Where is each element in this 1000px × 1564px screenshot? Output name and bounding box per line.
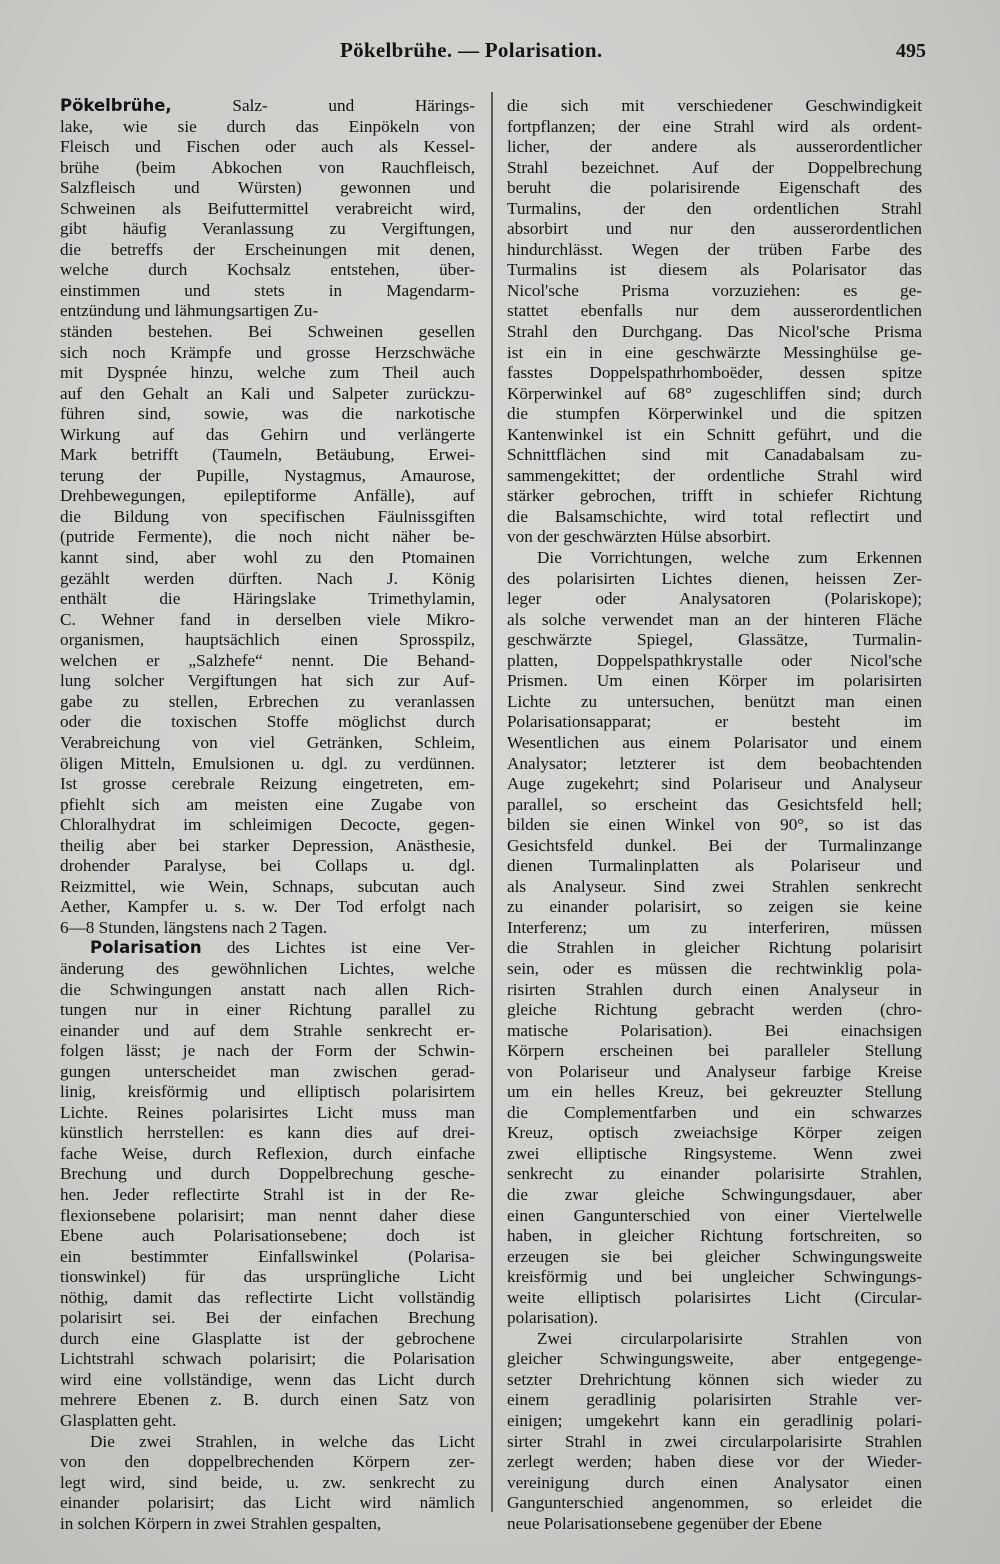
left-column-line: künstlich herrstellen: es kann dies auf drei- — [60, 1123, 475, 1143]
right-column-line: zerlegt werden; haben diese vor der Wieder- — [507, 1452, 922, 1472]
left-column-line: gabe zu stellen, Erbrechen zu veranlassen — [60, 691, 475, 711]
left-column-line: entzündung und lähmungsartigen Zu- — [60, 301, 319, 321]
right-column-line: Schnittflächen sind mit Canadabalsam zu- — [507, 445, 922, 465]
left-column-line: Drehbewegungen, epileptiforme Anfälle), auf — [60, 486, 475, 506]
left-column-line: Ebene auch Polarisationsebene; doch ist — [60, 1226, 475, 1246]
right-column-line: Kantenwinkel ist ein Schnitt geführt, und die — [507, 424, 922, 444]
left-column-line: welche durch Kochsalz entstehen, über- — [60, 260, 475, 280]
right-column-line: einigen; umgekehrt kann ein geradlinig polari- — [507, 1411, 922, 1430]
right-column-line: senkrecht zu einander polarisirte Strahlen, — [507, 1164, 922, 1184]
left-column-line: tionswinkel) für das ursprüngliche Licht — [60, 1267, 475, 1287]
left-column-line: tungen nur in einer Richtung parallel zu — [60, 1000, 475, 1020]
right-column-line: zwei elliptische Ringsysteme. Wenn zwei — [507, 1143, 922, 1163]
left-column-line: Salzfleisch und Würsten) gewonnen und — [60, 178, 475, 198]
left-column-line: C. Wehner fand in derselben viele Mikro- — [60, 609, 475, 629]
left-column-line: Pökelbrühe, Salz- und Härings- — [60, 96, 475, 115]
right-column-line: geschwärzte Spiegel, Glassätze, Turmalin- — [507, 630, 922, 650]
left-column-line: folgen lässt; je nach der Form der Schwin- — [60, 1041, 475, 1061]
right-column-line: die Balsamschichte, wird total reflectirt und — [507, 506, 922, 526]
right-column-line: platten, Doppelspathkrystalle oder Nicol'sche — [507, 650, 922, 670]
left-column-line: Lichtstrahl schwach polarisirt; die Polarisation — [60, 1349, 475, 1369]
right-column-line: Polarisationsapparat; er besteht im — [507, 712, 922, 732]
left-column-line: kannt sind, aber wohl zu den Ptomainen — [60, 548, 475, 568]
right-column-line: von der geschwärzten Hülse absorbirt. — [507, 527, 771, 547]
left-column-line: drohender Paralyse, bei Collaps u. dgl. — [60, 856, 475, 876]
left-column-line: die betreffs der Erscheinungen mit denen, — [60, 239, 475, 259]
left-column-line: oder die toxischen Stoffe möglichst durch — [60, 712, 475, 732]
right-column-line: parallel, so erscheint das Gesichtsfeld hell; — [507, 794, 922, 814]
right-column-line: Körperwinkel auf 68° zugeschliffen sind; durch — [507, 383, 922, 403]
right-column-line: beruht die polarisirende Eigenschaft des — [507, 178, 922, 198]
left-column-line: linig, kreisförmig und elliptisch polarisirtem — [60, 1082, 475, 1102]
header-title: Pökelbrühe. — Polarisation. — [340, 38, 603, 62]
right-column-line: polarisation). — [507, 1308, 599, 1328]
right-column-line: als solche verwendet man an der hinteren Fläche — [507, 609, 922, 629]
left-column-line: einstimmen und stets in Magendarm- — [60, 280, 475, 300]
left-column-line: führen sind, sowie, was die narkotische — [60, 404, 475, 424]
right-column-line: kreisförmig und bei ungleicher Schwingungs- — [507, 1267, 922, 1287]
left-column-line: enthält die Häringslake Trimethylamin, — [60, 589, 475, 609]
left-column-line: Polarisation des Lichtes ist eine Ver- — [90, 938, 475, 958]
right-column-line: Auge zugekehrt; sind Polariseur und Analyseur — [507, 774, 922, 794]
left-column-line: in solchen Körpern in zwei Strahlen gespalten, — [60, 1513, 382, 1533]
left-column-line: wird eine vollständige, wenn das Licht durch — [60, 1369, 475, 1389]
right-column-line: Turmalins ist diesem als Polarisator das — [507, 260, 922, 280]
right-column-line: Lichte zu untersuchen, benützt man einen — [507, 691, 922, 711]
left-column-line: terung der Pupille, Nystagmus, Amaurose, — [60, 465, 475, 485]
right-column-line: gleiche Richtung gebracht werden (chro- — [507, 1000, 922, 1020]
right-column-line: die zwar gleiche Schwingungsdauer, aber — [507, 1184, 922, 1204]
right-column-line: zu einander polarisirt, so zeigen sie keine — [507, 897, 922, 917]
left-column-line: Chloralhydrat im schleimigen Decocte, gegen- — [60, 815, 475, 835]
left-column-line: gibt häufig Veranlassung zu Vergiftungen, — [60, 219, 475, 239]
left-column-line: die Schwingungen anstatt nach allen Rich- — [60, 979, 475, 999]
left-column-line: lake, wie sie durch das Einpökeln von — [60, 116, 475, 136]
left-column-line: ein bestimmter Einfallswinkel (Polarisa- — [60, 1246, 475, 1266]
left-column-line: lung solcher Vergiftungen hat sich zur Auf- — [60, 671, 475, 691]
left-column — [60, 96, 475, 1534]
right-column-line: sein, oder es müssen die rechtwinklig pola- — [507, 958, 922, 978]
running-header — [0, 38, 1000, 72]
right-column-line: Zwei circularpolarisirte Strahlen von — [537, 1328, 922, 1348]
right-column-line: Wesentlichen aus einem Polarisator und einem — [507, 732, 922, 752]
left-column-line: ständen bestehen. Bei Schweinen gesellen — [60, 322, 475, 342]
right-column-line: Turmalins, der den ordentlichen Strahl — [507, 198, 922, 218]
left-column-line: legt wird, sind beide, u. zw. senkrecht zu — [60, 1472, 475, 1492]
right-column-line: Analysator; letzterer ist dem beobachtenden — [507, 753, 922, 773]
right-column-line: Strahl den Durchgang. Das Nicol'sche Prisma — [507, 322, 922, 342]
left-column-line: mit Dyspnée hinzu, welche zum Theil auch — [60, 363, 475, 383]
right-column-line: die stumpfen Körperwinkel und die spitzen — [507, 404, 922, 424]
right-column-line: die Strahlen in gleicher Richtung polarisirt — [507, 938, 922, 958]
left-column-line: Glasplatten geht. — [60, 1411, 177, 1430]
left-column-line: mehrere Ebenen z. B. durch einen Satz von — [60, 1390, 475, 1410]
page-number: 495 — [896, 40, 926, 62]
right-column-line: leger oder Analysatoren (Polariskope); — [507, 589, 922, 609]
right-column-line: absorbirt und nur den ausserordentlichen — [507, 219, 922, 239]
right-column — [507, 96, 922, 1534]
right-column-line: neue Polarisationsebene gegenüber der Ebene — [507, 1513, 822, 1533]
left-column-line: öligen Mitteln, Emulsionen u. dgl. zu verdünnen. — [60, 753, 475, 773]
right-column-line: Interferenz; um zu interferiren, müssen — [507, 917, 922, 937]
right-column-line: stärker gebrochen, trifft in schiefer Richtung — [507, 486, 922, 506]
left-column-line: hen. Jeder reflectirte Strahl ist in der Re- — [60, 1184, 475, 1204]
column-divider — [491, 92, 493, 1512]
right-column-line: einem geradlinig polarisirten Strahle ver- — [507, 1390, 922, 1410]
right-column-line: sirter Strahl in zwei circularpolarisirte Strahlen — [507, 1431, 922, 1451]
left-column-line: Brechung und durch Doppelbrechung gesche- — [60, 1164, 475, 1184]
left-column-line: auf den Gehalt an Kali und Salpeter zurückzu- — [60, 383, 475, 403]
right-column-line: sammengekittet; der ordentliche Strahl wird — [507, 465, 922, 485]
right-column-line: vereinigung durch einen Analysator einen — [507, 1472, 922, 1492]
left-column-line: organismen, hauptsächlich einen Sprosspilz, — [60, 630, 475, 650]
right-column-line: des polarisirten Lichtes dienen, heissen Zer- — [507, 568, 922, 588]
left-column-line: einander und auf dem Strahle senkrecht er- — [60, 1020, 475, 1040]
right-column-line: Nicol'sche Prisma vorzuziehen: es ge- — [507, 280, 922, 300]
right-column-line: hindurchlässt. Wegen der trüben Farbe des — [507, 239, 922, 259]
left-column-line: die Bildung von specifischen Fäulnissgiften — [60, 506, 475, 526]
right-column-line: dienen Turmalinplatten als Polariseur und — [507, 856, 922, 876]
left-column-line: Aether, Kampfer u. s. w. Der Tod erfolgt nach — [60, 897, 475, 917]
left-column-line: Ist grosse cerebrale Reizung eingetreten, em- — [60, 774, 475, 794]
right-column-line: die sich mit verschiedener Geschwindigkeit — [507, 96, 922, 115]
left-column-line: änderung des gewöhnlichen Lichtes, welche — [60, 958, 475, 978]
left-column-line: Lichte. Reines polarisirtes Licht muss man — [60, 1102, 475, 1122]
right-column-line: erzeugen sie bei gleicher Schwingungsweite — [507, 1246, 922, 1266]
right-column-line: um ein helles Kreuz, bei gekreuzter Stellung — [507, 1082, 922, 1102]
left-column-line: welchen er „Salzhefe“ nennt. Die Behand- — [60, 650, 475, 670]
left-column-line: Verabreichung von viel Getränken, Schleim, — [60, 732, 475, 752]
left-column-line: Wirkung auf das Gehirn und verlängerte — [60, 424, 475, 444]
left-column-line: gezählt werden dürften. Nach J. König — [60, 568, 475, 588]
left-column-line: nöthig, damit das reflectirte Licht vollständig — [60, 1287, 475, 1307]
right-column-line: Kreuz, optisch zweiachsige Körper zeigen — [507, 1123, 922, 1143]
right-column-line: die Complementfarben und ein schwarzes — [507, 1102, 922, 1122]
right-column-line: Gesichtsfeld dunkel. Bei der Turmalinzange — [507, 835, 922, 855]
right-column-line: einen Gangunterschied von einer Viertelwelle — [507, 1205, 922, 1225]
left-column-line: einander polarisirt; das Licht wird nämlich — [60, 1493, 475, 1513]
right-column-line: bilden sie einen Winkel von 90°, so ist das — [507, 815, 922, 835]
right-column-line: ist ein in eine geschwärzte Messinghülse ge- — [507, 342, 922, 362]
right-column-line: risirten Strahlen durch einen Analyseur in — [507, 979, 922, 999]
right-column-line: fasstes Doppelspathrhomboëder, dessen spitze — [507, 363, 922, 383]
left-column-line: theilig aber bei starker Depression, Anästhesie, — [60, 835, 475, 855]
right-column-line: weite elliptisch polarisirtes Licht (Circular- — [507, 1287, 922, 1307]
left-column-line: Schweinen als Beifuttermittel verabreicht wird, — [60, 198, 475, 218]
right-column-line: als Analyseur. Sind zwei Strahlen senkrecht — [507, 876, 922, 896]
left-column-line: Die zwei Strahlen, in welche das Licht — [90, 1431, 475, 1451]
right-column-line: Körpern erscheinen bei paralleler Stellung — [507, 1041, 922, 1061]
right-column-line: stattet ebenfalls nur dem ausserordentlichen — [507, 301, 922, 321]
left-column-line: fache Weise, durch Reflexion, durch einfache — [60, 1143, 475, 1163]
right-column-line: Gangunterschied angenommen, so erleidet die — [507, 1493, 922, 1513]
right-column-line: Strahl bezeichnet. Auf der Doppelbrechung — [507, 157, 922, 177]
right-column-line: Prismen. Um einen Körper im polarisirten — [507, 671, 922, 691]
left-column-line: brühe (beim Abkochen von Rauchfleisch, — [60, 157, 475, 177]
left-column-line: von den doppelbrechenden Körpern zer- — [60, 1452, 475, 1472]
left-column-line: polarisirt sei. Bei der einfachen Brechung — [60, 1308, 475, 1328]
right-column-line: fortpflanzen; der eine Strahl wird als ordent- — [507, 116, 922, 136]
right-column-line: von Polariseur und Analyseur farbige Kreise — [507, 1061, 922, 1081]
left-column-line: sich noch Krämpfe und grosse Herzschwäche — [60, 342, 475, 362]
left-column-line: pfiehlt sich am meisten eine Zugabe von — [60, 794, 475, 814]
right-column-line: licher, der andere als ausserordentlicher — [507, 137, 922, 157]
left-column-line: durch eine Glasplatte ist der gebrochene — [60, 1328, 475, 1348]
left-column-line: Fleisch und Fischen oder auch als Kessel- — [60, 137, 475, 157]
left-column-line: 6—8 Stunden, längstens nach 2 Tagen. — [60, 917, 328, 937]
left-column-line: Reizmittel, wie Wein, Schnaps, subcutan auch — [60, 876, 475, 896]
right-column-line: Die Vorrichtungen, welche zum Erkennen — [537, 548, 922, 568]
left-column-line: Mark betrifft (Taumeln, Betäubung, Erwei- — [60, 445, 475, 465]
right-column-line: haben, in gleicher Richtung fortschreiten, so — [507, 1226, 922, 1246]
left-column-line: (putride Fermente), die noch nicht näher be- — [60, 527, 475, 547]
left-column-line: flexionsebene polarisirt; man nennt daher diese — [60, 1205, 475, 1225]
right-column-line: gleicher Schwingungsweite, aber entgegenge- — [507, 1349, 922, 1369]
left-column-line: gungen unterscheidet man zwischen gerad- — [60, 1061, 475, 1081]
right-column-line: setzter Drehrichtung können sich wieder zu — [507, 1369, 922, 1389]
right-column-line: matische Polarisation). Bei einachsigen — [507, 1020, 922, 1040]
